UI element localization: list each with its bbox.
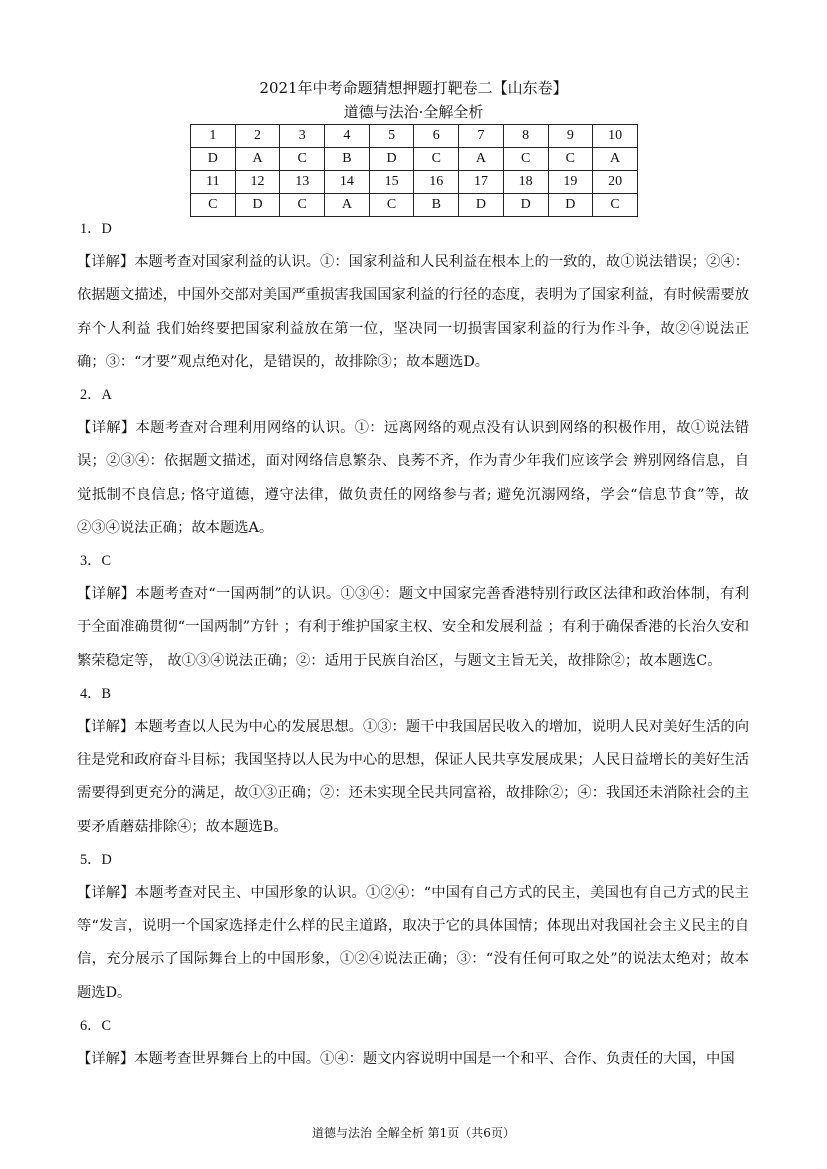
answer-cell: B [325,148,370,171]
question-number-cell: 18 [503,171,548,194]
answer-cell: D [235,194,280,217]
answer-cell: D [548,194,593,217]
question-number-cell: 7 [459,125,504,148]
answer-cell: C [191,194,236,217]
answer-cell: C [414,148,459,171]
question-explanation: 【详解】本题考查对国家利益的认识。①：国家利益和人民利益在根本上的一致的，故①说法错误；②④：依据题文描述，中国外交部对美国严重损害我国国家利益的行径的态度，表明为了国家利益，有时候需要放弃个人利益 我们始终要把国家利益放在第一位，坚决同一切损害国家利益的行为作斗争，故②④说法正确；③：“才要”观点绝对化，是错误的，故排除③；故本题选D。 [77,254,749,370]
answer-cell: A [325,194,370,217]
question-number-cell: 3 [280,125,325,148]
answer-cell: D [459,194,504,217]
question-number-row [191,171,638,194]
page-title: 2021年中考命题猜想押题打靶卷二【山东卷】 [259,79,568,97]
question-label: 3．C [80,553,111,569]
answer-cell: D [191,148,236,171]
explanations [77,213,749,1076]
question-number-cell: 15 [369,171,414,194]
question-label: 6．C [80,1017,111,1034]
question-explanation: 【详解】本题考查对“一国两制”的认识。①③④：题文中国家完善香港特别行政区法律和政治体制，有利于全面准确贯彻“一国两制”方针 ；有利于维护国家主权、安全和发展利益 ；有利于确保香港的长治久安和繁荣稳定等， 故①③④说法正确；②：适用于民族自治区，与题文主旨无关，故排除②；故本题选C。 [77,586,749,669]
page-footer: 道德与法治 全解全析 第1页（共6页） [312,1126,515,1140]
question-number-cell: 4 [325,125,370,148]
question-number-cell: 1 [191,125,236,148]
answer-cell: A [235,148,280,171]
answer-cell: C [548,148,593,171]
answer-cell: A [593,148,638,171]
page-subtitle: 道德与法治·全解全析 [343,103,484,121]
answer-cell: C [593,194,638,217]
question-label: 1．D [80,221,112,237]
question-number-cell: 6 [414,125,459,148]
question-number-cell: 16 [414,171,459,194]
question-number-row [191,125,638,148]
answer-cell: B [414,194,459,217]
question-number-cell: 19 [548,171,593,194]
question-label: 5．D [80,851,112,868]
question-explanation: 【详解】本题考查对合理利用网络的认识。①：远离网络的观点没有认识到网络的积极作用，故①说法错误；②③④：依据题文描述，面对网络信息繁杂、良莠不齐，作为青少年我们应该学会 辨别网络信息，自觉抵制不良信息; 恪守道德，遵守法律，做负责任的网络参与者; 避免沉溺网络，学会“信息节食”等，故②③④说法正确；故本题选A。 [77,420,749,536]
answer-row [191,148,638,171]
question-number-cell: 12 [235,171,280,194]
question-explanation: 【详解】本题考查世界舞台上的中国。①④：题文内容说明中国是一个和平、合作、负责任的大国，中国 [77,1050,735,1067]
answer-table [190,124,638,217]
question-explanation: 【详解】本题考查以人民为中心的发展思想。①③：题干中我国居民收入的增加，说明人民对美好生活的向往是党和政府奋斗目标；我国坚持以人民为中心的思想，保证人民共享发展成果；人民日益增长的美好生活需要得到更充分的满足，故①③正确；②：还未实现全民共同富裕，故排除②；④：我国还未消除社会的主要矛盾蘑菇排除④；故本题选B。 [77,718,749,835]
question-number-cell: 11 [191,171,236,194]
answer-cell: C [280,194,325,217]
question-number-cell: 20 [593,171,638,194]
question-label: 4．B [80,685,111,702]
question-number-cell: 17 [459,171,504,194]
question-number-cell: 9 [548,125,593,148]
answer-cell: A [459,148,504,171]
question-number-cell: 13 [280,171,325,194]
question-number-cell: 2 [235,125,280,148]
question-number-cell: 14 [325,171,370,194]
question-number-cell: 10 [593,125,638,148]
question-number-cell: 5 [369,125,414,148]
question-label: 2．A [80,387,112,403]
answer-cell: C [369,194,414,217]
answer-cell: D [503,194,548,217]
question-number-cell: 8 [503,125,548,148]
answer-cell: C [280,148,325,171]
answer-cell: C [503,148,548,171]
question-explanation: 【详解】本题考查对民主、中国形象的认识。①②④：“中国有自己方式的民主，美国也有自己方式的民主等“发言，说明一个国家选择走什么样的民主道路，取决于它的具体国情；体现出对我国社会主义民主的自信，充分展示了国际舞台上的中国形象，①②④说法正确；③：“没有任何可取之处”的说法太绝对；故本题选D。 [77,884,749,1001]
answer-cell: D [369,148,414,171]
